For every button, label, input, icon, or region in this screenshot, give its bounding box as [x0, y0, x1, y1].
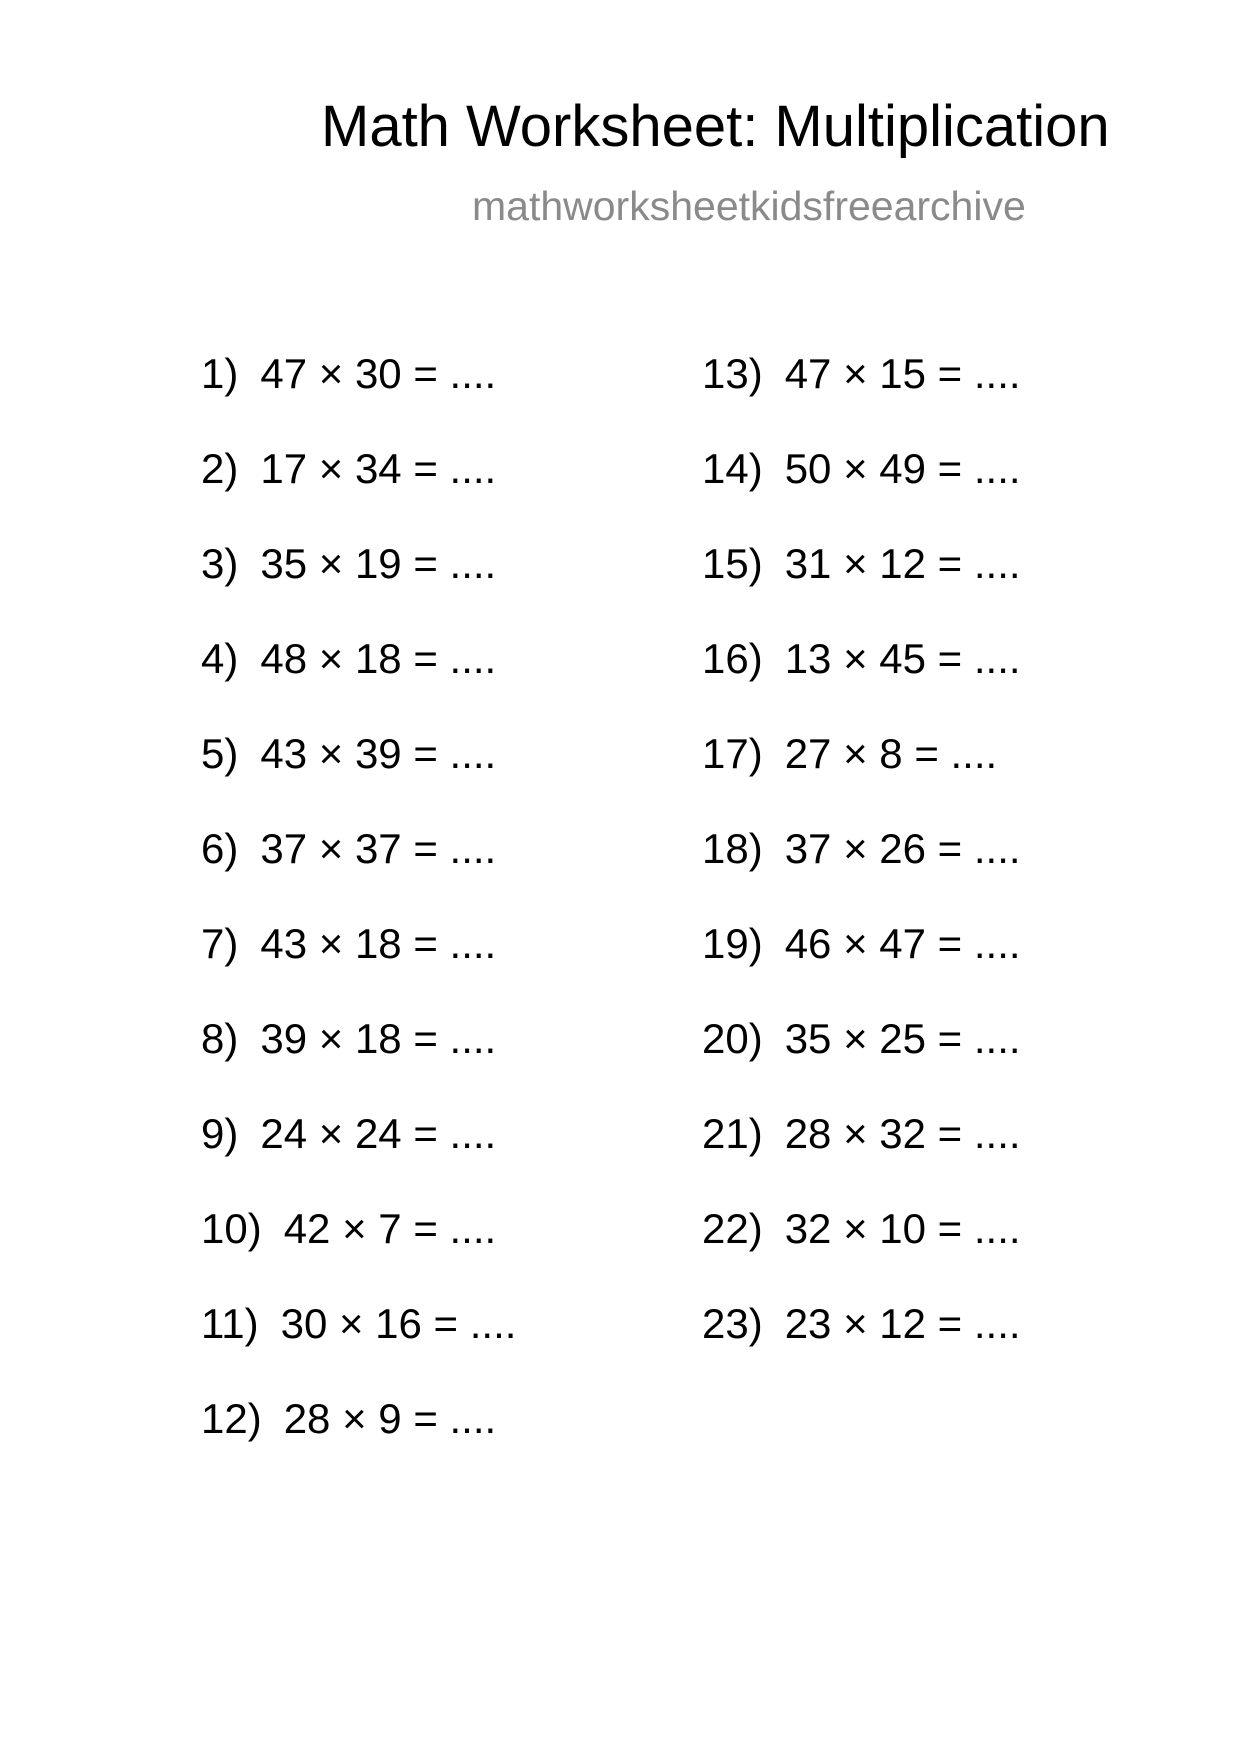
problem-expression: 47 × 30 = .... [260, 350, 497, 397]
problem-number: 22) [702, 1205, 763, 1252]
problem-number: 10) [201, 1205, 262, 1252]
problem-expression: 39 × 18 = .... [260, 1015, 497, 1062]
problem-expression: 42 × 7 = .... [283, 1205, 497, 1252]
problem-expression: 35 × 19 = .... [260, 540, 497, 587]
problem-number: 11) [201, 1300, 259, 1347]
problem-number: 15) [702, 540, 763, 587]
problem-number: 21) [702, 1110, 763, 1157]
problem-expression: 23 × 12 = .... [784, 1300, 1021, 1347]
problem-number: 13) [702, 350, 763, 397]
problem-item [201, 1395, 516, 1493]
problem-item [702, 1205, 1021, 1303]
problem-item [201, 350, 516, 448]
problem-item [201, 445, 516, 543]
problem-expression: 50 × 49 = .... [784, 445, 1021, 492]
problem-number: 3) [201, 540, 239, 587]
problem-expression: 43 × 18 = .... [260, 920, 497, 967]
problem-expression: 28 × 9 = .... [283, 1395, 497, 1442]
problem-item [201, 1205, 516, 1303]
problem-number: 9) [201, 1110, 239, 1157]
problem-item [201, 825, 516, 923]
problem-expression: 37 × 37 = .... [260, 825, 497, 872]
page-title: Math Worksheet: Multiplication [321, 94, 1110, 159]
problem-number: 12) [201, 1395, 262, 1442]
problem-item [702, 1015, 1021, 1113]
problem-item [201, 635, 516, 733]
problem-number: 7) [201, 920, 239, 967]
problem-expression: 24 × 24 = .... [260, 1110, 497, 1157]
problem-expression: 46 × 47 = .... [784, 920, 1021, 967]
problem-expression: 37 × 26 = .... [784, 825, 1021, 872]
problem-expression: 32 × 10 = .... [784, 1205, 1021, 1252]
page-subtitle: mathworksheetkidsfreearchive [472, 183, 1026, 229]
problem-item [702, 1110, 1021, 1208]
problem-number: 14) [702, 445, 763, 492]
problem-item [201, 1300, 517, 1398]
problem-expression: 47 × 15 = .... [784, 350, 1021, 397]
problem-item [702, 825, 1021, 923]
problem-expression: 27 × 8 = .... [784, 730, 998, 777]
problem-number: 17) [702, 730, 763, 777]
problem-item [702, 730, 1021, 828]
problem-item [201, 540, 516, 638]
problem-list-right [702, 350, 1021, 1398]
problem-item [201, 1015, 516, 1113]
problem-list-left [201, 350, 517, 1493]
problem-expression: 31 × 12 = .... [784, 540, 1021, 587]
problem-expression: 13 × 45 = .... [784, 635, 1021, 682]
problem-number: 2) [201, 445, 239, 492]
problem-number: 18) [702, 825, 763, 872]
problem-number: 8) [201, 1015, 239, 1062]
problem-expression: 48 × 18 = .... [260, 635, 497, 682]
problem-number: 16) [702, 635, 763, 682]
problem-number: 5) [201, 730, 239, 777]
problem-number: 23) [702, 1300, 763, 1347]
problem-item [702, 350, 1021, 448]
problem-item [201, 1110, 516, 1208]
problem-item [702, 540, 1021, 638]
problem-item [201, 730, 516, 828]
problem-number: 19) [702, 920, 763, 967]
problem-expression: 28 × 32 = .... [784, 1110, 1021, 1157]
problem-number: 20) [702, 1015, 763, 1062]
problem-item [702, 920, 1021, 1018]
problem-number: 6) [201, 825, 239, 872]
problem-item [702, 445, 1021, 543]
problem-number: 4) [201, 635, 239, 682]
problem-expression: 43 × 39 = .... [260, 730, 497, 777]
problem-expression: 30 × 16 = .... [280, 1300, 517, 1347]
problem-item [201, 920, 516, 1018]
problem-item [702, 1300, 1021, 1398]
problem-item [702, 635, 1021, 733]
problem-number: 1) [201, 350, 239, 397]
problem-expression: 17 × 34 = .... [260, 445, 497, 492]
problem-expression: 35 × 25 = .... [784, 1015, 1021, 1062]
